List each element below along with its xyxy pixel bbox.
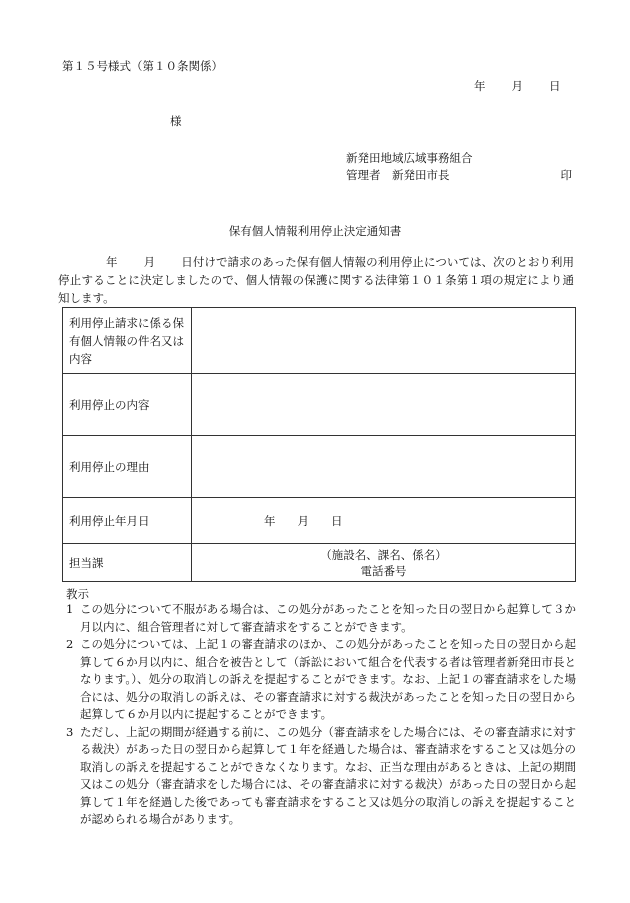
- body-paragraph: [58, 253, 574, 307]
- row-value-reason: [192, 436, 576, 498]
- stop-year: 年: [264, 513, 276, 528]
- manager-title: 管理者 新発田市長: [346, 168, 450, 182]
- sender-organization: 新発田地域広域事務組合: [346, 151, 473, 165]
- instructions-title: 教示: [66, 587, 89, 601]
- item-number: 1: [66, 602, 74, 616]
- item-number: 2: [66, 637, 74, 651]
- list-item: [66, 724, 576, 829]
- item-text: この処分については、上記１の審査請求のほか、この処分があったことを知った日の翌日から起算して６か月以内に、組合を被告として（訴訟において組合を代表する者は管理者新発田市長となります。）、処分の取消しの訴えを提起することができます。なお、上記１の審査請求をした場合には、処分の取消しの訴えは、その審査請求に対する裁決があったことを知った日の翌日から起算して６か月以内に提起することができます。: [80, 637, 576, 721]
- table-row: [63, 308, 576, 374]
- stop-day: 日: [331, 513, 343, 528]
- row-value-date: [192, 498, 576, 544]
- detail-table: [62, 307, 576, 582]
- form-number: 第１５号様式（第１０条関係）: [62, 59, 223, 73]
- row-label-reason: 利用停止の理由: [63, 436, 192, 498]
- date-day: 日: [549, 79, 561, 93]
- row-value-subject: [192, 308, 576, 374]
- table-row: [63, 374, 576, 436]
- row-label-subject: 利用停止請求に係る保有個人情報の件名又は内容: [63, 308, 192, 374]
- list-item: [66, 601, 576, 636]
- document-title: 保有個人情報利用停止決定通知書: [228, 224, 402, 238]
- addressee-honorific: 様: [170, 114, 182, 128]
- stop-month: 月: [297, 513, 309, 528]
- date-month: 月: [511, 79, 523, 93]
- body-month: 月: [143, 255, 156, 269]
- body-text: 日付けで請求のあった保有個人情報の利用停止については、次のとおり利用停止することに決定しましたので、個人情報の保護に関する法律第１０１条第１項の規定により通知します。: [58, 255, 574, 305]
- row-value-department: [192, 544, 576, 582]
- row-label-department: 担当課: [63, 544, 192, 582]
- phone-placeholder: 電話番号: [360, 563, 407, 578]
- table-row: [63, 498, 576, 544]
- item-text: ただし、上記の期間が経過する前に、この処分（審査請求をした場合には、その審査請求に対する裁決）があった日の翌日から起算して１年を経過した場合は、審査請求をすること又は処分の取消しの訴えを提起することができなくなります。なお、正当な理由があるときは、上記の期間又はこの処分（審査請求をした場合には、その審査請求に対する裁決）があった日の翌日から起算して１年を経過した後であっても審査請求をすること又は処分の取消しの訴えを提起することが認められる場合があります。: [80, 724, 576, 826]
- seal-mark: 印: [560, 168, 572, 182]
- table-row: [63, 436, 576, 498]
- item-number: 3: [66, 724, 74, 739]
- sender-manager: [346, 167, 572, 183]
- item-text: この処分について不服がある場合は、この処分があったことを知った日の翌日から起算して３か月以内に、組合管理者に対して審査請求をすることができます。: [80, 602, 576, 634]
- department-placeholder: （施設名、課名、係名）: [320, 547, 447, 562]
- body-year: 年: [106, 255, 118, 269]
- row-label-content: 利用停止の内容: [63, 374, 192, 436]
- row-value-content: [192, 374, 576, 436]
- row-label-date: 利用停止年月日: [63, 498, 192, 544]
- date-line: [474, 78, 561, 94]
- date-year: 年: [474, 79, 486, 93]
- list-item: [66, 636, 576, 724]
- instructions-list: [66, 601, 576, 829]
- table-row: [63, 544, 576, 582]
